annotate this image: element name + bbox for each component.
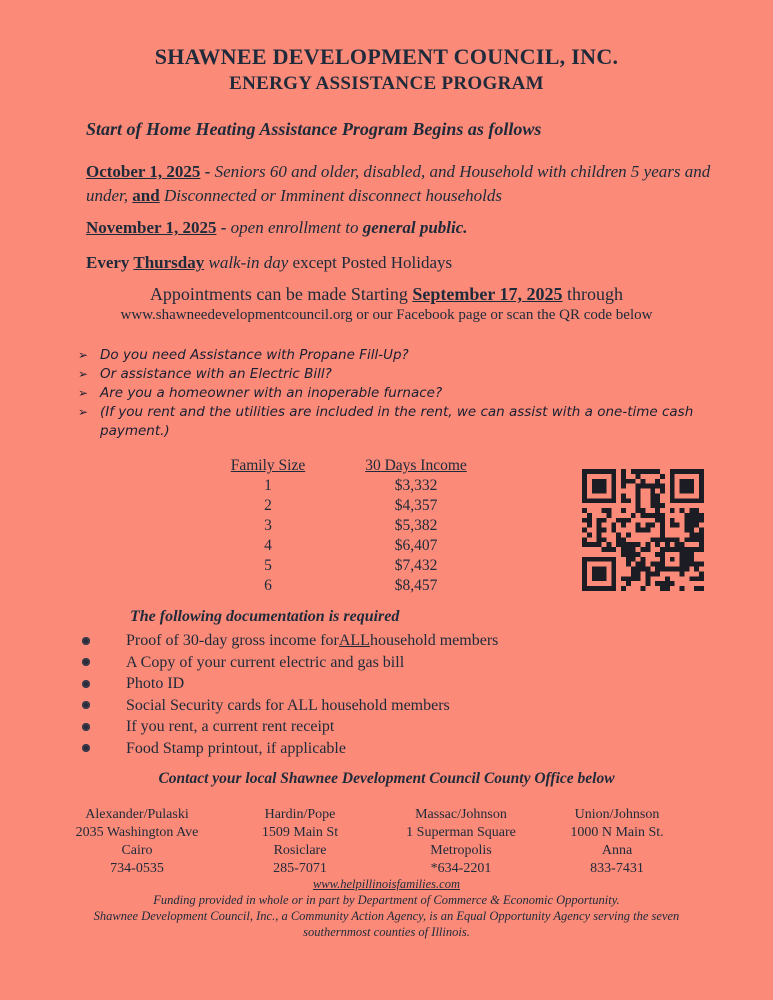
question-item: [78, 365, 728, 384]
office-hardin-pope: [240, 806, 360, 878]
doc-text-post: household members: [369, 632, 499, 649]
bullet-icon: [82, 680, 90, 688]
office-union-johnson: [552, 806, 682, 878]
october-text-2: Disconnected or Imminent disconnect households: [159, 186, 502, 205]
income-header: 30 Days Income: [365, 457, 467, 474]
office-county: Union/Johnson: [574, 807, 660, 822]
thursday-paragraph: [86, 251, 736, 275]
doc-item: [82, 716, 498, 738]
office-county: Hardin/Pope: [264, 807, 336, 822]
program-title: ENERGY ASSISTANCE PROGRAM: [229, 73, 544, 94]
question-item: [78, 346, 728, 365]
every-label: Every: [86, 253, 134, 272]
october-and: and: [132, 186, 160, 205]
doc-text: Social Security cards for ALL household members: [126, 696, 450, 714]
thursday-label: Thursday: [133, 253, 205, 272]
october-paragraph: [86, 160, 736, 208]
appointments-text-2: through: [562, 284, 624, 304]
doc-text: Food Stamp printout, if applicable: [126, 739, 346, 757]
arrow-bullet-icon: ➢: [78, 405, 89, 419]
november-bold: general public.: [362, 218, 468, 237]
office-address: 1 Superman Square: [406, 825, 516, 840]
arrow-bullet-icon: ➢: [78, 367, 89, 381]
office-phone: *634-2201: [430, 861, 492, 876]
october-date: October 1, 2025: [86, 162, 201, 181]
intro-heading: Start of Home Heating Assistance Program Begins as follows: [86, 119, 542, 139]
bullet-icon: [82, 658, 90, 666]
documentation-list: [82, 630, 498, 759]
table-cell: $5,382: [394, 517, 438, 534]
office-address: 1509 Main St: [261, 825, 339, 840]
question-text: Are you a homeowner with an inoperable furnace?: [100, 385, 443, 401]
family-size-column: [218, 456, 318, 596]
documentation-heading: The following documentation is required: [130, 608, 400, 625]
doc-item: [82, 695, 498, 717]
question-item: [78, 384, 728, 403]
office-city: Cairo: [121, 843, 153, 858]
doc-item: [82, 652, 498, 674]
except-label: except Posted Holidays: [288, 253, 453, 272]
office-county: Massac/Johnson: [415, 807, 507, 822]
office-address: 2035 Washington Ave: [75, 825, 199, 840]
november-text: open enrollment to: [230, 218, 363, 237]
doc-text: Photo ID: [126, 675, 185, 692]
table-cell: $3,332: [394, 477, 438, 494]
website-line: www.shawneedevelopmentcouncil.org or our Facebook page or scan the QR code below: [120, 307, 653, 323]
question-item: [78, 403, 728, 441]
footer-link[interactable]: www.helpillinoisfamilies.com: [313, 877, 460, 891]
question-text: Do you need Assistance with Propane Fill-Up?: [100, 347, 409, 363]
table-cell: $4,357: [394, 497, 438, 514]
doc-item: [82, 738, 498, 760]
november-dash: -: [216, 218, 231, 237]
table-cell: 3: [264, 517, 272, 534]
office-county: Alexander/Pulaski: [85, 807, 189, 822]
income-table: [218, 456, 486, 596]
november-date: November 1, 2025: [86, 218, 217, 237]
table-cell: 2: [264, 497, 272, 514]
office-city: Rosiclare: [273, 843, 327, 858]
office-phone: 833-7431: [590, 861, 644, 876]
doc-text: If you rent, a current rent receipt: [126, 718, 335, 735]
office-phone: 734-0535: [110, 861, 164, 876]
appointments-date: September 17, 2025: [412, 284, 563, 304]
bullet-icon: [82, 744, 90, 752]
table-cell: 5: [264, 557, 272, 574]
office-city: Metropolis: [430, 843, 492, 858]
table-cell: 4: [264, 537, 272, 554]
equal-opportunity-line-1: Shawnee Development Council, Inc., a Community Action Agency, is an Equal Opportunity Agency serving the seven: [93, 909, 680, 923]
walkin-label: walk-in day: [204, 253, 289, 272]
bullet-icon: [82, 637, 90, 645]
doc-text: A Copy of your current electric and gas bill: [126, 653, 405, 671]
footer-text: [0, 892, 773, 940]
october-dash: -: [200, 162, 215, 181]
equal-opportunity-line-2: southernmost counties of Illinois.: [303, 925, 470, 939]
bullet-icon: [82, 723, 90, 731]
question-text: Or assistance with an Electric Bill?: [100, 366, 332, 382]
arrow-bullet-icon: ➢: [78, 348, 89, 362]
bullet-icon: [82, 701, 90, 709]
contact-heading: Contact your local Shawnee Development Council County Office below: [158, 770, 615, 787]
org-title: SHAWNEE DEVELOPMENT COUNCIL, INC.: [154, 44, 619, 69]
table-cell: 1: [264, 477, 272, 494]
november-paragraph: [86, 216, 736, 240]
doc-item: [82, 673, 498, 695]
office-massac-johnson: [386, 806, 536, 878]
office-city: Anna: [601, 843, 633, 858]
questions-list: [78, 346, 728, 441]
table-cell: 6: [264, 577, 272, 594]
office-address: 1000 N Main St.: [570, 825, 664, 840]
office-alexander-pulaski: [62, 806, 212, 878]
table-cell: $7,432: [394, 557, 438, 574]
income-column: [346, 456, 486, 596]
appointments-text-1: Appointments can be made Starting: [149, 284, 413, 304]
table-cell: $6,407: [394, 537, 438, 554]
arrow-bullet-icon: ➢: [78, 386, 89, 400]
qr-code-icon[interactable]: [582, 469, 704, 591]
family-size-header: Family Size: [230, 457, 306, 474]
doc-item: [82, 630, 498, 652]
funding-line: Funding provided in whole or in part by Department of Commerce & Economic Opportunity.: [153, 893, 620, 907]
october-text-1: Seniors 60 and older, disabled, and Household with children 5 years and under,: [86, 162, 711, 205]
question-text: (If you rent and the utilities are included in the rent, we can assist with a one-time cash payment.): [100, 404, 694, 439]
doc-underlined: ALL: [338, 632, 370, 649]
office-phone: 285-7071: [273, 861, 327, 876]
table-cell: $8,457: [394, 577, 438, 594]
doc-text: Proof of 30-day gross income for: [126, 632, 339, 649]
appointments-line: [0, 284, 773, 305]
